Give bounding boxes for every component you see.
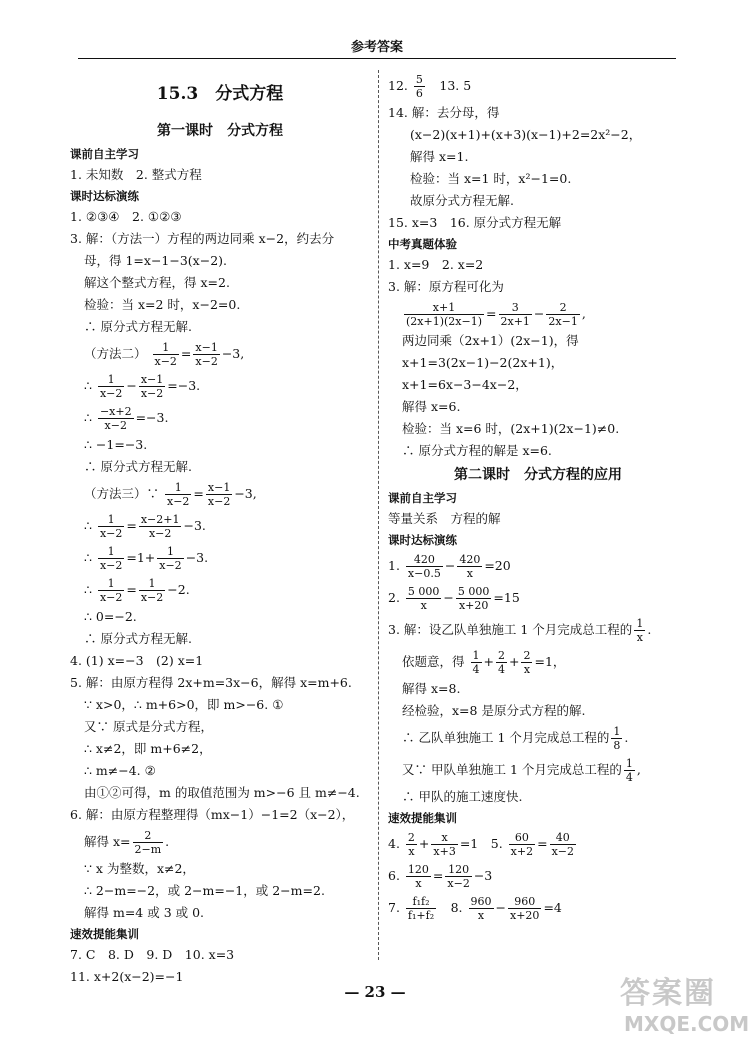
equation-line: 解得 x= $\frac{2}{2-m}$ . [84, 829, 170, 856]
answer-line: 3. 解：（方法一）方程的两边同乘 x−2，约去分 [70, 231, 335, 246]
answer-line: 解得 m=4 或 3 或 0. [84, 905, 205, 920]
answer-line: 解得 x=8. [402, 681, 461, 696]
answer-line: ∴ x≠2，即 m+6≠2， [84, 741, 212, 756]
answer-line: ∴ 原分式方程的解是 x=6. [402, 443, 552, 458]
subheading-pre: 课前自主学习 [70, 147, 139, 161]
page-number: — 23 — [344, 983, 406, 1001]
answer-line: x+1=3(2x−1)−2(2x+1)， [402, 355, 564, 370]
equation-line: 3. 解：设乙队单独施工 1 个月完成总工程的 $\frac{1}{x}$ . [388, 617, 652, 644]
answer-line: 4. (1) x=−3 (2) x=1 [70, 653, 204, 668]
answer-line: 15. x=3 16. 原分式方程无解 [388, 215, 562, 230]
equation-line: 2. $\frac{5 000}{x}$ − $\frac{5 000}{x+20}$ =15 [388, 585, 520, 612]
answer-line: 又∵ 原式是分式方程， [84, 719, 213, 734]
answer-line: ∴ 原分式方程无解. [84, 631, 192, 646]
answer-line: 等量关系 方程的解 [388, 511, 501, 526]
answer-line: 11. x+2(x−2)=−1 [70, 969, 184, 984]
subheading-boost: 速效提能集训 [388, 811, 457, 825]
answer-line: 经检验，x=8 是原分式方程的解. [402, 703, 586, 718]
right-column [388, 70, 688, 924]
equation-line: 6. $\frac{120}{x}$ = $\frac{120}{x-2}$ −3 [388, 863, 493, 890]
answer-line: 7. C 8. D 9. D 10. x=3 [70, 947, 235, 962]
answer-line: 检验：当 x=2 时，x−2=0. [84, 297, 241, 312]
answer-line: 14. 解：去分母，得 [388, 105, 500, 120]
answer-line: 1. ②③④ 2. ①②③ [70, 209, 182, 224]
equation-line: ∴ $\frac{1}{x-2}$ =1+ $\frac{1}{x-2}$ −3. [84, 545, 209, 572]
equation-line: 1. $\frac{420}{x-0.5}$ − $\frac{420}{x}$ =20 [388, 553, 511, 580]
equation-line: 依题意，得 $\frac{1}{4}$ + $\frac{2}{4}$ + $\frac{2}{x}$ =1， [402, 649, 566, 676]
answer-line: 解得 x=1. [410, 149, 469, 164]
answer-line: 解这个整式方程，得 x=2. [84, 275, 230, 290]
column-divider [378, 70, 379, 960]
answer-line: 检验：当 x=1 时，x²−1=0. [410, 171, 572, 186]
answer-line: ∵ x>0，∴ m+6>0，即 m>−6. ① [84, 697, 284, 712]
answer-line: ∴ 2−m=−2，或 2−m=−1，或 2−m=2. [84, 883, 325, 898]
equation-line: ∴ $\frac{1}{x-2}$ = $\frac{1}{x-2}$ −2. [84, 577, 190, 604]
answer-line: ∵ x 为整数，x≠2， [84, 861, 195, 876]
equation-line: ∴ $\frac{-x+2}{x-2}$ =−3. [84, 405, 169, 432]
equation-line: 7. $\frac{\text{f₁f₂}}{\text{f₁+f₂}}$ 8. $\frac{960}{x}$ − $\frac{960}{x+20}$ =4 [388, 895, 562, 922]
subheading-pre: 课前自主学习 [388, 491, 457, 505]
answer-line: 5. 解：由原方程得 2x+m=3x−6，解得 x=m+6. [70, 675, 352, 690]
answer-line: ∴ m≠−4. ② [84, 763, 156, 778]
equation-line: 12. $\frac{5}{6}$ 13. 5 [388, 73, 472, 100]
section-title: 15.3 分式方程 [156, 84, 284, 104]
answer-line: ∴ 0=−2. [84, 609, 137, 624]
answer-line: (x−2)(x+1)+(x+3)(x−1)+2=2x²−2， [410, 127, 642, 142]
equation-line: 4. $\frac{2}{x}$ + $\frac{x}{x+3}$ =1 5. $\frac{60}{x+2}$ = $\frac{40}{x-2}$ [388, 831, 574, 858]
lesson1-title: 第一课时 分式方程 [157, 123, 283, 139]
header-rule [78, 58, 676, 59]
answer-line: 故原分式方程无解. [410, 193, 514, 208]
equation-line: ∴ $\frac{1}{x-2}$ = $\frac{x-2+1}{x-2}$ −3. [84, 513, 206, 540]
answer-line: 1. x=9 2. x=2 [388, 257, 484, 272]
equation-line: （方法三）∵ $\frac{1}{x-2}$ = $\frac{x-1}{x-2}$ −3, [84, 481, 257, 508]
answer-line: 由①②可得，m 的取值范围为 m>−6 且 m≠−4. [84, 785, 360, 800]
equation-line: ∴ 乙队单独施工 1 个月完成总工程的 $\frac{1}{8}$ . [402, 725, 629, 752]
answer-line: 两边同乘（2x+1）(2x−1)，得 [402, 333, 579, 348]
answer-line: 解得 x=6. [402, 399, 461, 414]
page-header: 参考答案 [350, 40, 403, 55]
answer-line: ∴ 甲队的施工速度快. [402, 789, 523, 804]
equation-line: ∴ $\frac{1}{x-2}$ − $\frac{x-1}{x-2}$ =−3. [84, 373, 201, 400]
watermark-url: MXQE.COM [624, 1012, 750, 1036]
subheading-boost: 速效提能集训 [70, 927, 139, 941]
answer-line: ∴ 原分式方程无解. [84, 319, 192, 334]
equation-line: 又∵ 甲队单独施工 1 个月完成总工程的 $\frac{1}{4}$ , [402, 757, 641, 784]
answer-line: 1. 未知数 2. 整式方程 [70, 167, 202, 182]
subheading-drill: 课时达标演练 [70, 189, 139, 203]
left-column [70, 70, 370, 988]
answer-line: 6. 解：由原方程整理得（mx−1）−1=2（x−2）， [70, 807, 355, 822]
watermark-logo [618, 968, 748, 1046]
answer-line: x+1=6x−3−4x−2， [402, 377, 528, 392]
answer-line: ∴ −1=−3. [84, 437, 148, 452]
equation-line: $\frac{x+1}{(2x+1)(2x-1)}$ = $\frac{3}{2x+1}$ − $\frac{2}{2x-1}$ , [406, 301, 586, 328]
lesson2-title: 第二课时 分式方程的应用 [454, 467, 622, 483]
subheading-exam: 中考真题体验 [388, 237, 457, 251]
answer-line: 3. 解：原方程可化为 [388, 279, 504, 294]
answer-line: 检验：当 x=6 时，(2x+1)(2x−1)≠0. [402, 421, 620, 436]
answer-line: 母，得 1=x−1−3(x−2). [84, 253, 228, 268]
answer-line: ∴ 原分式方程无解. [84, 459, 192, 474]
subheading-drill: 课时达标演练 [388, 533, 457, 547]
watermark-text: 答案圈 [620, 976, 716, 1011]
equation-line: （方法二） $\frac{1}{x-2}$ = $\frac{x-1}{x-2}$ −3, [84, 341, 245, 368]
